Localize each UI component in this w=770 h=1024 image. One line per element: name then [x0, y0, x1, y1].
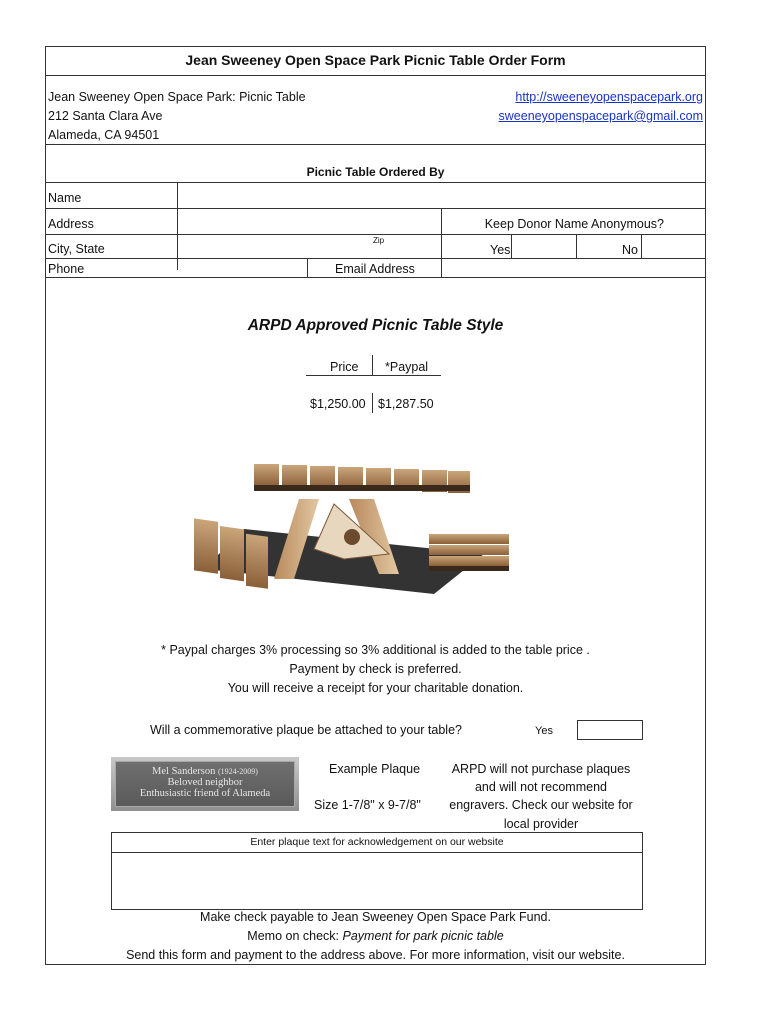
- arpd-note-4: local provider: [503, 817, 579, 831]
- price-header-underline: [306, 375, 441, 376]
- plaque-question: Will a commemorative plaque be attached to your table?: [150, 723, 462, 737]
- plaque-sample-line-3: Enthusiastic friend of Alameda: [139, 788, 271, 799]
- table-style-heading: ARPD Approved Picnic Table Style: [247, 317, 504, 334]
- divider: [46, 277, 705, 278]
- check-payable-note: Make check payable to Jean Sweeney Open Space Park Fund.: [200, 910, 551, 924]
- divider: [46, 144, 705, 145]
- email-address-input[interactable]: [442, 259, 705, 277]
- phone-input[interactable]: [178, 259, 307, 277]
- receipt-note: You will receive a receipt for your charitable donation.: [227, 681, 524, 695]
- arpd-note-2: and will not recommend: [474, 780, 607, 794]
- price-header: Price: [330, 360, 359, 374]
- address-line-3: Alameda, CA 94501: [48, 128, 160, 142]
- memo-label: Memo on check:: [247, 929, 340, 943]
- anonymous-no-box[interactable]: [642, 235, 705, 258]
- divider: [372, 393, 373, 413]
- send-form-note: Send this form and payment to the address above. For more information, visit our website.: [126, 948, 625, 962]
- website-link[interactable]: http://sweeneyopenspacepark.org: [515, 90, 703, 104]
- zip-label: Zip: [373, 236, 385, 245]
- ordered-by-heading: Picnic Table Ordered By: [306, 165, 445, 179]
- divider: [576, 234, 577, 258]
- phone-label: Phone: [48, 262, 85, 276]
- plaque-text-box: [111, 832, 643, 910]
- plaque-text-heading: Enter plaque text for acknowledgement on our website: [250, 836, 504, 848]
- address-line-2: 212 Santa Clara Ave: [48, 109, 163, 123]
- check-preferred-note: Payment by check is preferred.: [289, 662, 462, 676]
- plaque-text-input[interactable]: [112, 853, 642, 909]
- city-state-label: City, State: [48, 242, 105, 256]
- paypal-note: * Paypal charges 3% processing so 3% additional is added to the table price .: [161, 643, 590, 657]
- email-link[interactable]: sweeneyopenspacepark@gmail.com: [498, 109, 703, 123]
- anonymous-question: Keep Donor Name Anonymous?: [484, 217, 664, 231]
- anonymous-yes-box[interactable]: [512, 235, 576, 258]
- price-value: $1,250.00: [310, 397, 366, 411]
- name-label: Name: [48, 191, 82, 205]
- table-top: [254, 464, 470, 493]
- order-form: [45, 46, 706, 965]
- divider: [46, 234, 705, 235]
- paypal-header: *Paypal: [385, 360, 429, 374]
- arpd-note-3: engravers. Check our website for: [449, 798, 633, 812]
- address-label: Address: [48, 217, 94, 231]
- plaque-yes-box[interactable]: [577, 720, 643, 740]
- anonymous-yes-label: Yes: [490, 243, 511, 257]
- plaque-sample-name: Mel Sanderson: [152, 766, 216, 777]
- city-state-input[interactable]: [178, 235, 371, 258]
- divider: [372, 355, 373, 375]
- anonymous-no-label: No: [622, 243, 638, 257]
- plaque-size-label: Size 1-7/8" x 9-7/8": [314, 798, 421, 812]
- address-input[interactable]: [178, 209, 441, 233]
- divider: [441, 270, 442, 277]
- plaque-sample-line-2: Beloved neighbor: [167, 777, 243, 788]
- example-plaque-image: [111, 757, 299, 811]
- divider: [307, 258, 308, 277]
- email-address-label: Email Address: [335, 262, 415, 276]
- example-plaque-label: Example Plaque: [329, 762, 421, 776]
- address-line-1: Jean Sweeney Open Space Park: Picnic Table: [48, 90, 306, 104]
- plaque-sample-years: (1924-2009): [217, 767, 258, 776]
- name-input[interactable]: [178, 183, 705, 207]
- memo-line: [46, 929, 705, 943]
- divider: [46, 75, 705, 76]
- form-title: Jean Sweeney Open Space Park Picnic Table Order Form: [185, 52, 566, 68]
- paypal-price-value: $1,287.50: [378, 397, 434, 411]
- zip-input[interactable]: [388, 235, 441, 258]
- memo-value: Payment for park picnic table: [342, 929, 504, 943]
- arpd-note-1: ARPD will not purchase plaques: [451, 762, 631, 776]
- picnic-table-image: [184, 459, 514, 599]
- plaque-yes-label: Yes: [535, 725, 553, 737]
